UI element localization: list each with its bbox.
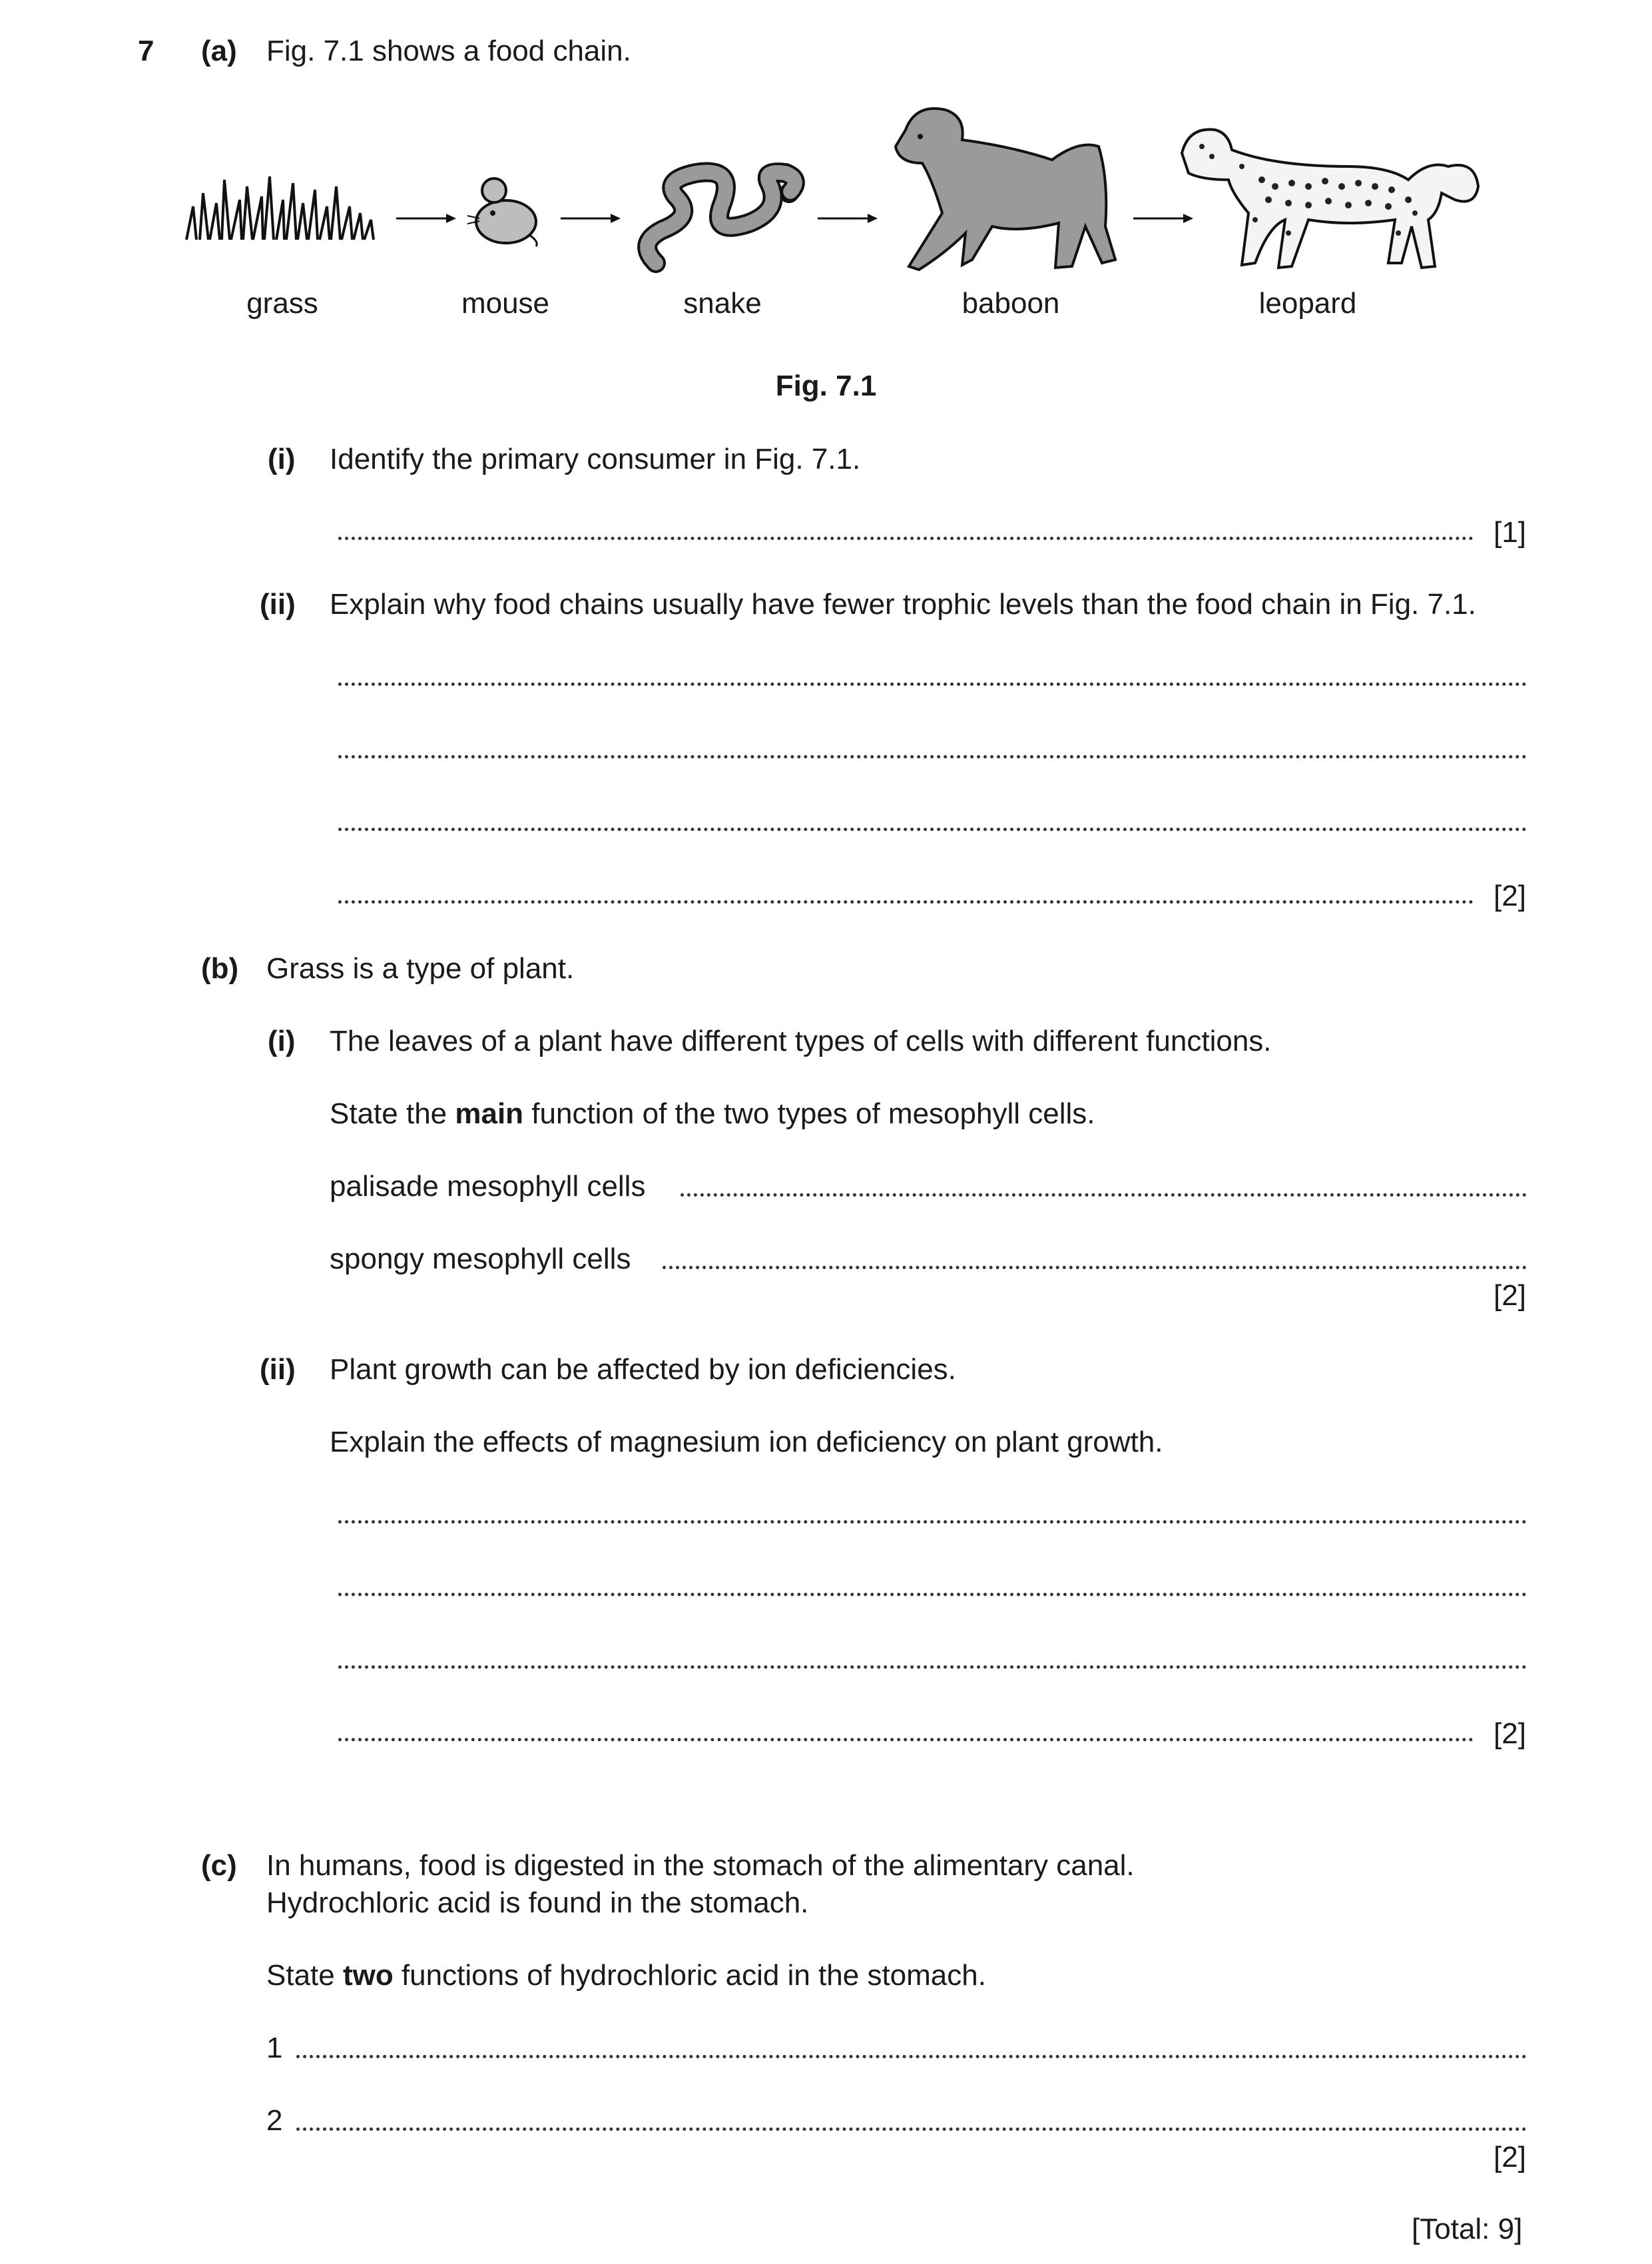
label-snake: snake [683,287,762,320]
part-a-intro: Fig. 7.1 shows a food chain. [266,35,631,67]
part-a-i-label: (i) [268,443,296,475]
spongy-label: spongy mesophyll cells [330,1243,631,1275]
palisade-answer-line[interactable] [681,1193,1527,1197]
marks-c: [2] [1494,2141,1526,2173]
part-a-i-text: Identify the primary consumer in Fig. 7.1. [330,443,861,475]
part-b-label: (b) [201,952,239,985]
mouse-icon [466,172,543,248]
answer-line[interactable] [338,1665,1527,1669]
answer-line[interactable] [338,828,1527,831]
part-b-intro: Grass is a type of plant. [266,952,575,985]
part-b-i-label: (i) [268,1025,296,1057]
answer-line[interactable] [338,537,1474,540]
part-b-i-text: The leaves of a plant have different types of cells with different functions. [330,1025,1272,1057]
arrow-icon [561,212,621,225]
part-c-item1-label: 1 [266,2032,283,2064]
arrow-icon [818,212,878,225]
part-b-ii-label: (ii) [260,1353,296,1386]
part-a-ii-text: Explain why food chains usually have fewer trophic levels than the food chain in Fig. 7.1. [330,588,1476,621]
part-a-ii-label: (ii) [260,588,296,621]
figure-caption: Fig. 7.1 [775,370,877,402]
part-b-i-state: State the main function of the two types of mesophyll cells. [330,1097,1095,1130]
part-c-item2-label: 2 [266,2104,283,2137]
label-leopard: leopard [1258,287,1357,320]
part-b-ii-text2: Explain the effects of magnesium ion deficiency on plant growth. [330,1426,1163,1458]
marks-a-ii: [2] [1494,880,1526,912]
part-a-label: (a) [201,35,237,67]
answer-line[interactable] [338,1520,1527,1524]
label-grass: grass [246,287,318,320]
function-1-answer-line[interactable] [296,2055,1527,2058]
answer-line[interactable] [338,755,1527,758]
leopard-icon [1175,120,1488,273]
marks-b-ii: [2] [1494,1717,1526,1750]
answer-line[interactable] [338,1593,1527,1596]
palisade-label: palisade mesophyll cells [330,1170,646,1203]
answer-line[interactable] [338,1738,1474,1741]
spongy-answer-line[interactable] [663,1266,1527,1269]
part-c-label: (c) [201,1849,237,1882]
part-c-state: State two functions of hydrochloric acid in the stomach. [266,1959,986,1992]
snake-icon [636,156,809,273]
baboon-icon [879,100,1132,273]
label-mouse: mouse [461,287,550,320]
function-2-answer-line[interactable] [296,2127,1527,2131]
part-c-line2: Hydrochloric acid is found in the stomach. [266,1886,809,1919]
part-c-line1: In humans, food is digested in the stomach of the alimentary canal. [266,1849,1135,1882]
marks-a-i: [1] [1494,516,1526,549]
part-b-ii-text: Plant growth can be affected by ion deficiencies. [330,1353,956,1386]
label-baboon: baboon [962,287,1060,320]
marks-b-i: [2] [1494,1279,1526,1312]
answer-line[interactable] [338,683,1527,686]
total-marks: [Total: 9] [1412,2213,1523,2245]
answer-line[interactable] [338,900,1474,904]
arrow-icon [396,212,456,225]
grass-icon [183,166,376,246]
question-number: 7 [138,35,154,67]
